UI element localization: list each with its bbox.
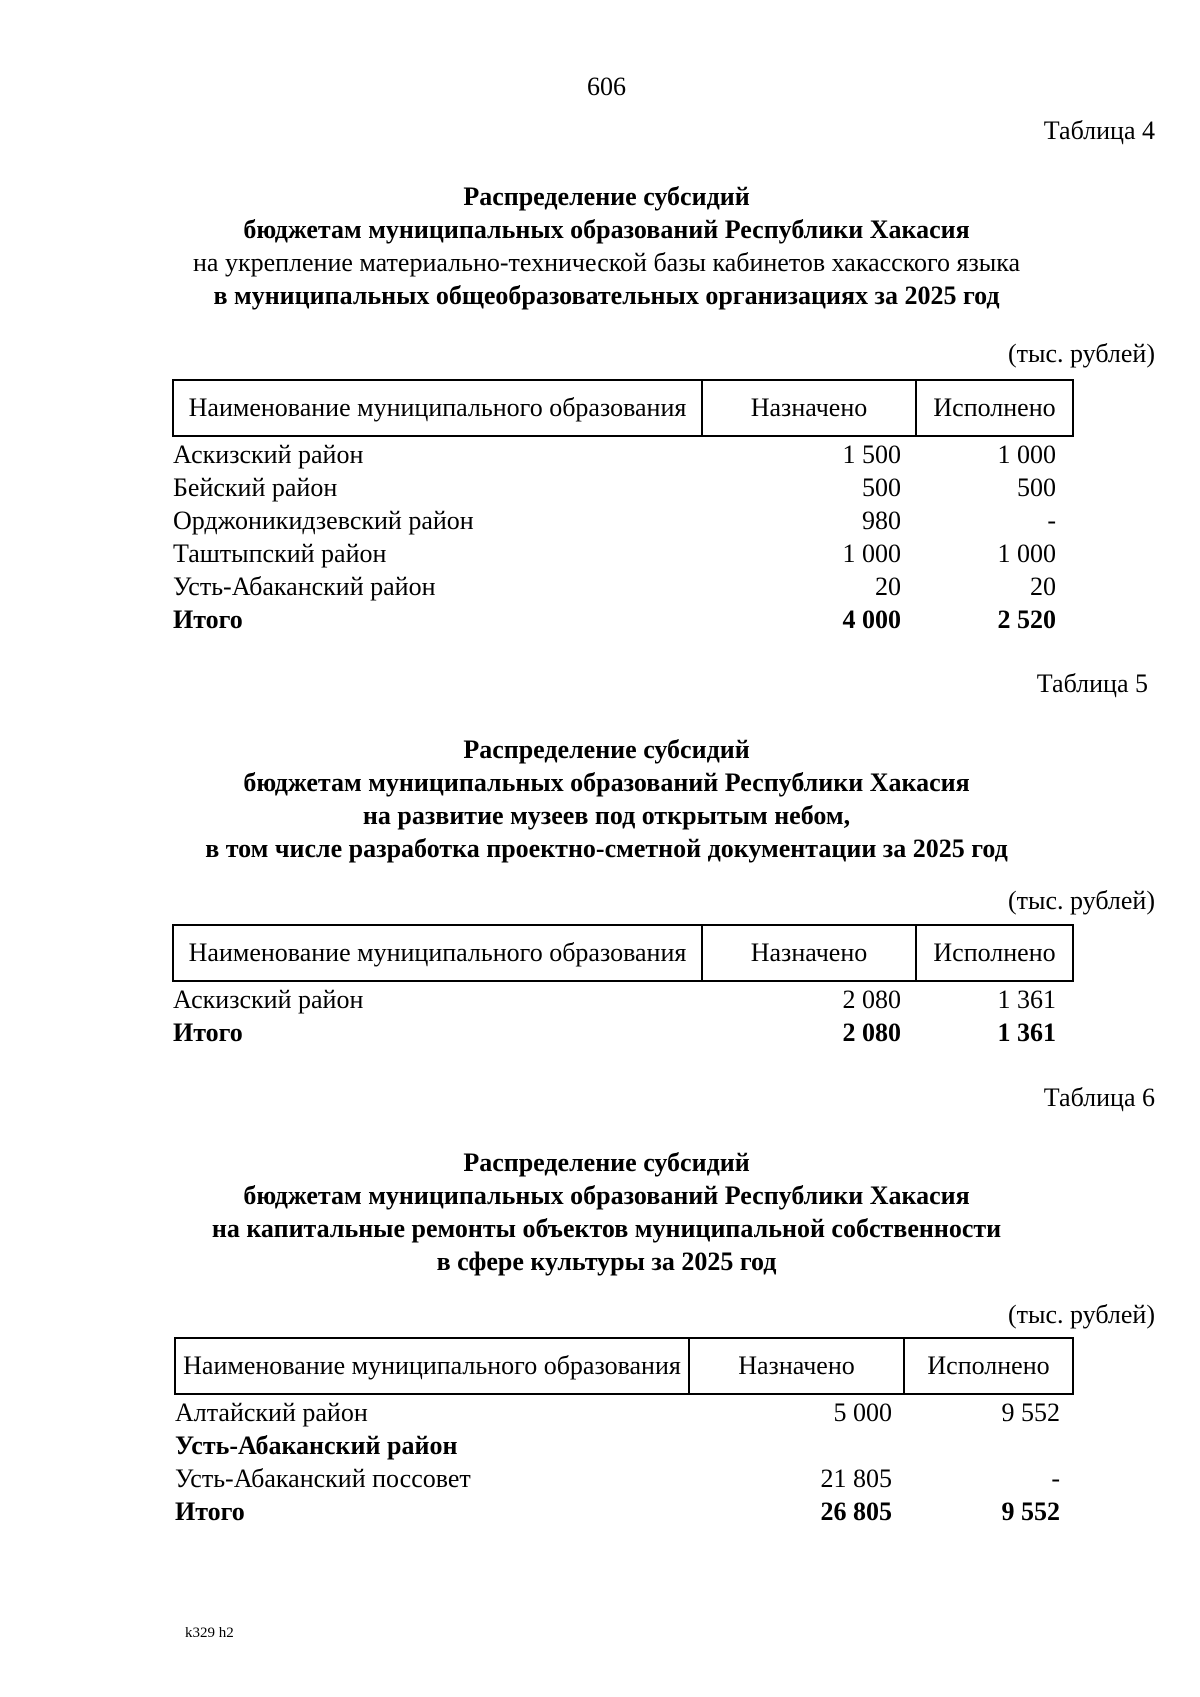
title-line: Распределение субсидий [463,182,750,211]
row-name: Алтайский район [175,1398,368,1427]
table-row [173,438,1153,471]
header-name: Наименование муниципального образования [175,1338,689,1394]
row-assigned: 21 805 [820,1464,892,1493]
row-executed: 20 [1030,572,1056,601]
header-assigned: Назначено [702,380,916,436]
table-row [175,1396,1155,1429]
table-row [173,471,1153,504]
row-assigned: 5 000 [833,1398,892,1427]
row-executed: 500 [1017,473,1056,502]
row-assigned: 4 000 [842,605,901,634]
table-6-body [175,1396,1155,1528]
row-name: Аскизский район [173,440,364,469]
row-executed: - [1051,1464,1060,1493]
row-executed: 1 361 [997,985,1056,1014]
table-row [173,983,1153,1016]
table-row [173,537,1153,570]
table-6-title [0,1146,1200,1278]
row-assigned: 1 500 [842,440,901,469]
table-5-title [0,733,1200,865]
row-assigned: 500 [862,473,901,502]
total-row [173,603,1153,636]
table-5-units: (тыс. рублей) [1007,886,1155,915]
header-name: Наименование муниципального образования [173,380,702,436]
footer-code: k329 h2 [185,1625,234,1641]
table-6-header [174,1337,1074,1395]
row-assigned: 2 080 [842,1018,901,1047]
table-5-body [173,983,1153,1049]
table-4-units: (тыс. рублей) [1007,339,1155,368]
row-assigned: 26 805 [820,1497,892,1526]
table-row [173,504,1153,537]
row-executed: - [1047,506,1056,535]
row-name: Усть-Абаканский район [173,572,436,601]
row-executed: 1 000 [997,440,1056,469]
title-line: в муниципальных общеобразовательных организациях за 2025 год [213,281,1000,310]
title-line: бюджетам муниципальных образований Республики Хакасия [243,215,970,244]
table-row [175,1462,1155,1495]
row-executed: 2 520 [997,605,1056,634]
title-line: в сфере культуры за 2025 год [436,1247,777,1276]
row-executed: 1 000 [997,539,1056,568]
header-executed: Исполнено [916,925,1073,981]
row-name: Итого [173,1018,243,1047]
page-number: 606 [587,72,626,101]
title-line: на развитие музеев под открытым небом, [362,801,851,830]
header-assigned: Назначено [702,925,916,981]
table-6-units: (тыс. рублей) [1007,1300,1155,1329]
table-6-label: Таблица 6 [1043,1083,1155,1112]
row-name: Аскизский район [173,985,364,1014]
title-line: Распределение субсидий [463,1148,750,1177]
row-name: Усть-Абаканский поссовет [175,1464,471,1493]
total-row [173,1016,1153,1049]
row-assigned: 2 080 [842,985,901,1014]
title-line: бюджетам муниципальных образований Республики Хакасия [243,768,970,797]
row-assigned: 980 [862,506,901,535]
row-executed: 1 361 [997,1018,1056,1047]
row-name: Орджоникидзевский район [173,506,474,535]
row-executed: 9 552 [1001,1497,1060,1526]
title-line: на укрепление материально-технической базы кабинетов хакасского языка [192,248,1020,277]
table-5-header [172,924,1074,982]
table-4-label: Таблица 4 [1043,116,1155,145]
total-row [175,1495,1155,1528]
title-line: бюджетам муниципальных образований Республики Хакасия [243,1181,970,1210]
row-name: Усть-Абаканский район [175,1431,458,1460]
title-line: на капитальные ремонты объектов муниципальной собственности [211,1214,1002,1243]
row-assigned: 20 [875,572,901,601]
table-row [173,570,1153,603]
group-row [175,1429,1155,1462]
header-executed: Исполнено [916,380,1073,436]
header-name: Наименование муниципального образования [173,925,702,981]
row-name: Бейский район [173,473,338,502]
header-executed: Исполнено [904,1338,1073,1394]
header-assigned: Назначено [689,1338,904,1394]
row-name: Итого [173,605,243,634]
row-name: Таштыпский район [173,539,387,568]
title-line: Распределение субсидий [463,735,750,764]
table-4-title [0,180,1200,312]
table-4-body [173,438,1153,636]
table-4-header [172,379,1074,437]
row-executed: 9 552 [1001,1398,1060,1427]
row-assigned: 1 000 [842,539,901,568]
table-5-label: Таблица 5 [1036,669,1148,698]
title-line: в том числе разработка проектно-сметной документации за 2025 год [205,834,1008,863]
row-name: Итого [175,1497,245,1526]
